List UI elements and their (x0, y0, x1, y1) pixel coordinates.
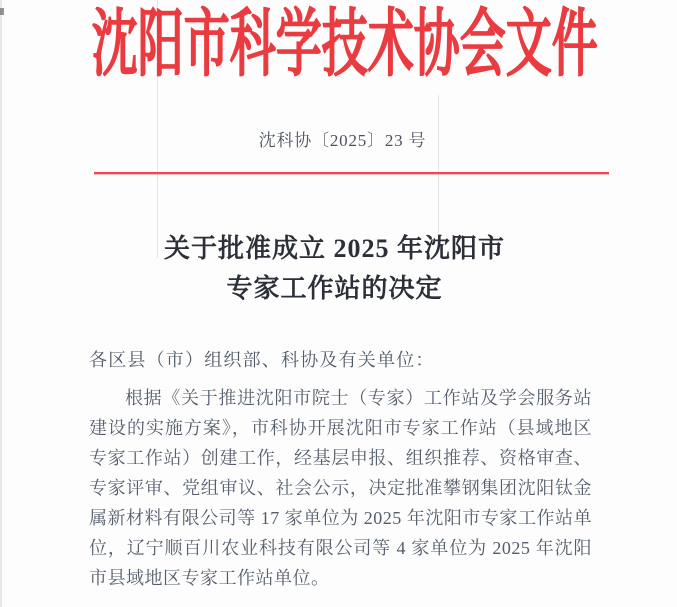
body-line: 专家工作站）创建工作，经基层申报、组织推荐、资格审查、 (89, 448, 592, 468)
salutation: 各区县（市）组织部、科协及有关单位： (89, 350, 435, 370)
org-header-title: 沈阳市科学技术协会文件 (91, 3, 598, 85)
red-divider-line (94, 172, 609, 174)
body-line: 位，辽宁顺百川农业科技有限公司等 4 家单位为 2025 年沈阳 (89, 538, 592, 558)
body-line: 属新材料有限公司等 17 家单位为 2025 年沈阳市专家工作站单 (89, 508, 592, 528)
doc-title (0, 229, 673, 309)
scan-edge-speck (0, 8, 4, 15)
scan-artifact-vline-right (438, 95, 439, 233)
org-header (6, 3, 677, 85)
body-line: 专家评审、党组审议、社会公示，决定批准攀钢集团沈阳钛金 (89, 478, 592, 498)
body-line: 市县域地区专家工作站单位。 (89, 568, 330, 588)
body-paragraph (89, 383, 592, 593)
doc-number: 沈科协〔2025〕23 号 (258, 131, 427, 150)
doc-title-line-2: 专家工作站的决定 (226, 274, 443, 303)
doc-title-line-1: 关于批准成立 2025 年沈阳市 (163, 234, 505, 263)
body-line: 根据《关于推进沈阳市院士（专家）工作站及学会服务站 (125, 388, 592, 408)
body-line: 建设的实施方案》，市科协开展沈阳市专家工作站（县域地区 (89, 418, 592, 438)
